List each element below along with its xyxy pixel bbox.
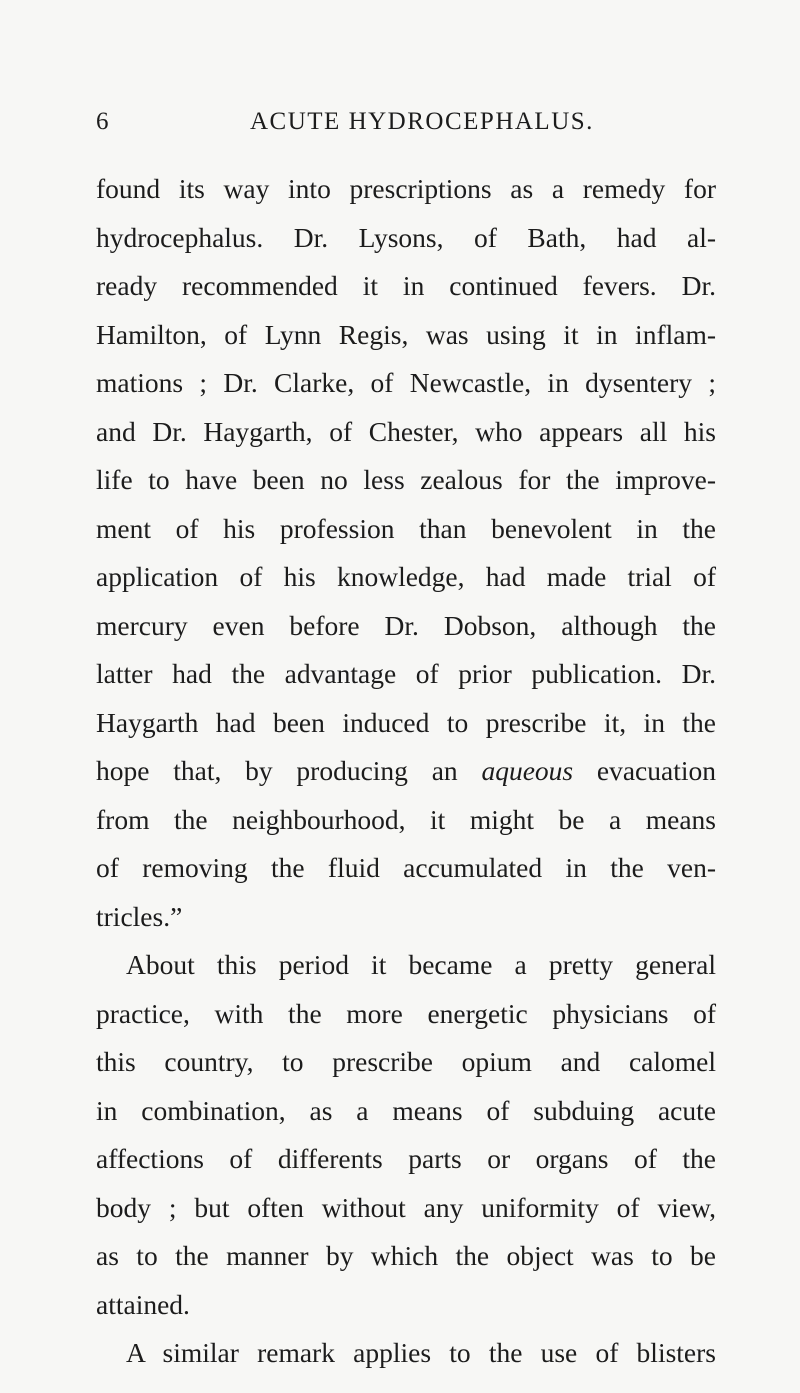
text-line: of removing the fluid accumulated in the ven-	[96, 852, 716, 883]
text-line: mercury even before Dr. Dobson, although the	[96, 609, 716, 641]
text-line: Haygarth had been induced to prescribe it, in the	[96, 706, 716, 738]
text-line: Hamilton, of Lynn Regis, was using it in inflam-	[96, 318, 716, 350]
text-line: ready recommended it in continued fevers. Dr.	[96, 270, 716, 301]
text-line: from the neighbourhood, it might be a means	[96, 803, 716, 835]
text-line: found its way into prescriptions as a remedy for	[96, 173, 716, 204]
text-line: practice, with the more energetic physicians of	[96, 997, 716, 1029]
text-line: body ; but often without any uniformity of view,	[96, 1191, 716, 1223]
text-line: ment of his profession than benevolent in the	[96, 512, 716, 544]
text-line: attained.	[96, 1288, 190, 1320]
body-text	[96, 165, 716, 1378]
text-line: and Dr. Haygarth, of Chester, who appears all his	[96, 415, 716, 447]
text-line: in combination, as a means of subduing acute	[96, 1094, 716, 1126]
italic-word: aqueous	[481, 755, 574, 786]
running-title: ACUTE HYDROCEPHALUS.	[250, 108, 594, 135]
text-line: mations ; Dr. Clarke, of Newcastle, in dysentery ;	[96, 367, 716, 398]
text-line: as to the manner by which the object was to be	[96, 1240, 716, 1271]
text-line: life to have been no less zealous for the improve-	[96, 464, 716, 495]
text-line: affections of differents parts or organs of the	[96, 1143, 716, 1174]
text-line: hydrocephalus. Dr. Lysons, of Bath, had al-	[96, 221, 716, 253]
paragraph-start-line: A similar remark applies to the use of blisters	[126, 1337, 716, 1368]
page-number: 6	[96, 108, 110, 135]
text-line: latter had the advantage of prior publication. Dr.	[96, 658, 716, 689]
text-line: application of his knowledge, had made trial of	[96, 561, 716, 592]
text-line: tricles.”	[96, 900, 183, 932]
running-head	[96, 108, 708, 148]
line-text-after: evacuation	[573, 755, 716, 786]
text-line: this country, to prescribe opium and calomel	[96, 1046, 716, 1077]
paragraph-start-line: About this period it became a pretty general	[126, 949, 716, 980]
line-text-before: hope that, by producing an	[96, 755, 482, 786]
text-line-with-italic	[96, 747, 716, 796]
